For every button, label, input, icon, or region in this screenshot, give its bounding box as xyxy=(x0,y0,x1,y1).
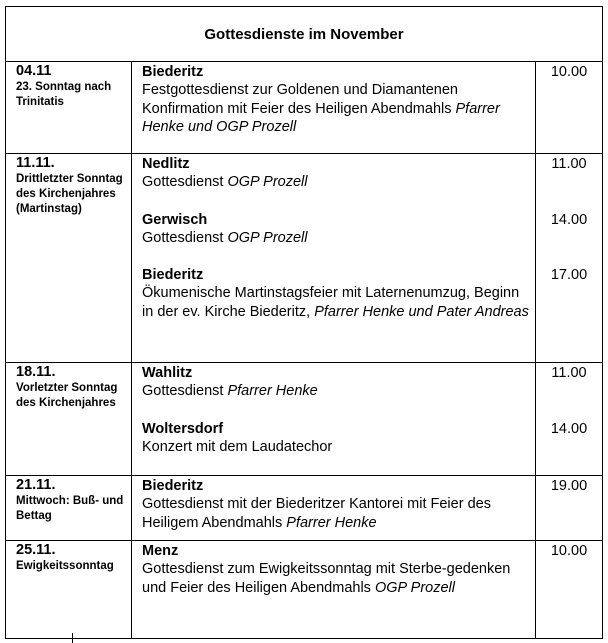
time-cell xyxy=(536,476,603,541)
service-time: 11.00 xyxy=(551,365,587,381)
service-description-block xyxy=(142,495,529,532)
service-description-block xyxy=(142,560,529,597)
service-place: Biederitz xyxy=(142,64,204,80)
service-place: Nedlitz xyxy=(142,156,190,172)
service-persons: Pfarrer Henke xyxy=(286,514,377,531)
table-row xyxy=(6,476,603,541)
service-date: 11.11. xyxy=(16,155,55,171)
table-row xyxy=(6,363,603,476)
service-persons: OGP Prozell xyxy=(227,229,308,246)
service-date: 25.11. xyxy=(16,542,56,558)
date-cell xyxy=(6,62,132,154)
service-description: Gottesdienst xyxy=(142,229,224,246)
service-description-block xyxy=(142,173,529,192)
service-description: Konzert mit dem Laudatechor xyxy=(142,438,333,455)
service-time: 11.00 xyxy=(551,156,587,172)
service-time: 10.00 xyxy=(550,64,588,80)
service-description: Gottesdienst zum Ewigkeitssonntag mit Sterbe-gedenken und Feier des Heiligen Abendmahls xyxy=(142,561,511,596)
service-schedule-table xyxy=(5,6,603,639)
day-label: Ewigkeitssonntag xyxy=(16,560,114,572)
service-cell xyxy=(132,541,536,639)
time-cell xyxy=(536,62,603,154)
day-label: Drittletzter Sonntag des Kirchenjahres (Martinstag) xyxy=(16,173,123,215)
service-persons: OGP Prozell xyxy=(374,579,455,596)
service-cell xyxy=(132,154,536,363)
service-description: Festgottesdienst zur Goldenen und Diamantenen Konfirmation mit Feier des Heiligen Abendmahls xyxy=(142,82,458,117)
service-place: Biederitz xyxy=(142,478,204,494)
service-time: 14.00 xyxy=(550,420,588,437)
service-persons: Pfarrer Henke und OGP Prozell xyxy=(142,100,500,135)
table-title: Gottesdienste im November xyxy=(6,7,603,62)
date-cell xyxy=(6,541,132,639)
service-description: Gottesdienst xyxy=(142,383,224,399)
service-description-block xyxy=(142,229,529,248)
table-row xyxy=(6,541,603,639)
service-time: 10.00 xyxy=(550,543,588,559)
service-persons: Pfarrer Henke xyxy=(227,383,318,399)
service-place: Wahlitz xyxy=(142,365,193,381)
service-date: 04.11 xyxy=(16,63,52,79)
date-cell xyxy=(6,476,132,541)
service-cell xyxy=(132,62,536,154)
service-persons: Pfarrer Henke und Pater Andreas xyxy=(314,303,529,320)
service-time: 17.00 xyxy=(550,267,588,283)
date-cell xyxy=(6,154,132,363)
service-time: 14.00 xyxy=(550,211,588,228)
service-place: Gerwisch xyxy=(142,211,208,228)
service-place: Woltersdorf xyxy=(142,420,224,437)
time-cell xyxy=(536,363,603,476)
service-cell xyxy=(132,476,536,541)
day-label: Vorletzter Sonntag des Kirchenjahres xyxy=(16,382,118,409)
page-edge-mark xyxy=(72,633,73,643)
service-date: 21.11. xyxy=(16,477,56,493)
title-row xyxy=(6,7,603,62)
service-time: 19.00 xyxy=(550,478,588,494)
service-place: Biederitz xyxy=(142,267,204,283)
table-row xyxy=(6,154,603,363)
time-cell xyxy=(536,541,603,639)
service-cell xyxy=(132,363,536,476)
time-cell xyxy=(536,154,603,363)
service-persons: OGP Prozell xyxy=(227,174,308,190)
service-description-block xyxy=(142,438,529,457)
service-description-block xyxy=(142,382,529,401)
service-description: Ökumenische Martinstagsfeier mit Laternenumzug, Beginn in der ev. Kirche Biederitz, xyxy=(142,285,520,320)
service-description-block xyxy=(142,284,529,321)
date-cell xyxy=(6,363,132,476)
service-date: 18.11. xyxy=(16,364,56,380)
day-label: Mittwoch: Buß- und Bettag xyxy=(16,495,124,522)
day-label: 23. Sonntag nach Trinitatis xyxy=(16,81,112,108)
service-description-block xyxy=(142,81,529,137)
table-row xyxy=(6,62,603,154)
service-description: Gottesdienst xyxy=(142,174,224,190)
service-place: Menz xyxy=(142,543,179,559)
service-description: Gottesdienst mit der Biederitzer Kantorei mit Feier des Heiligem Abendmahls xyxy=(142,496,491,531)
